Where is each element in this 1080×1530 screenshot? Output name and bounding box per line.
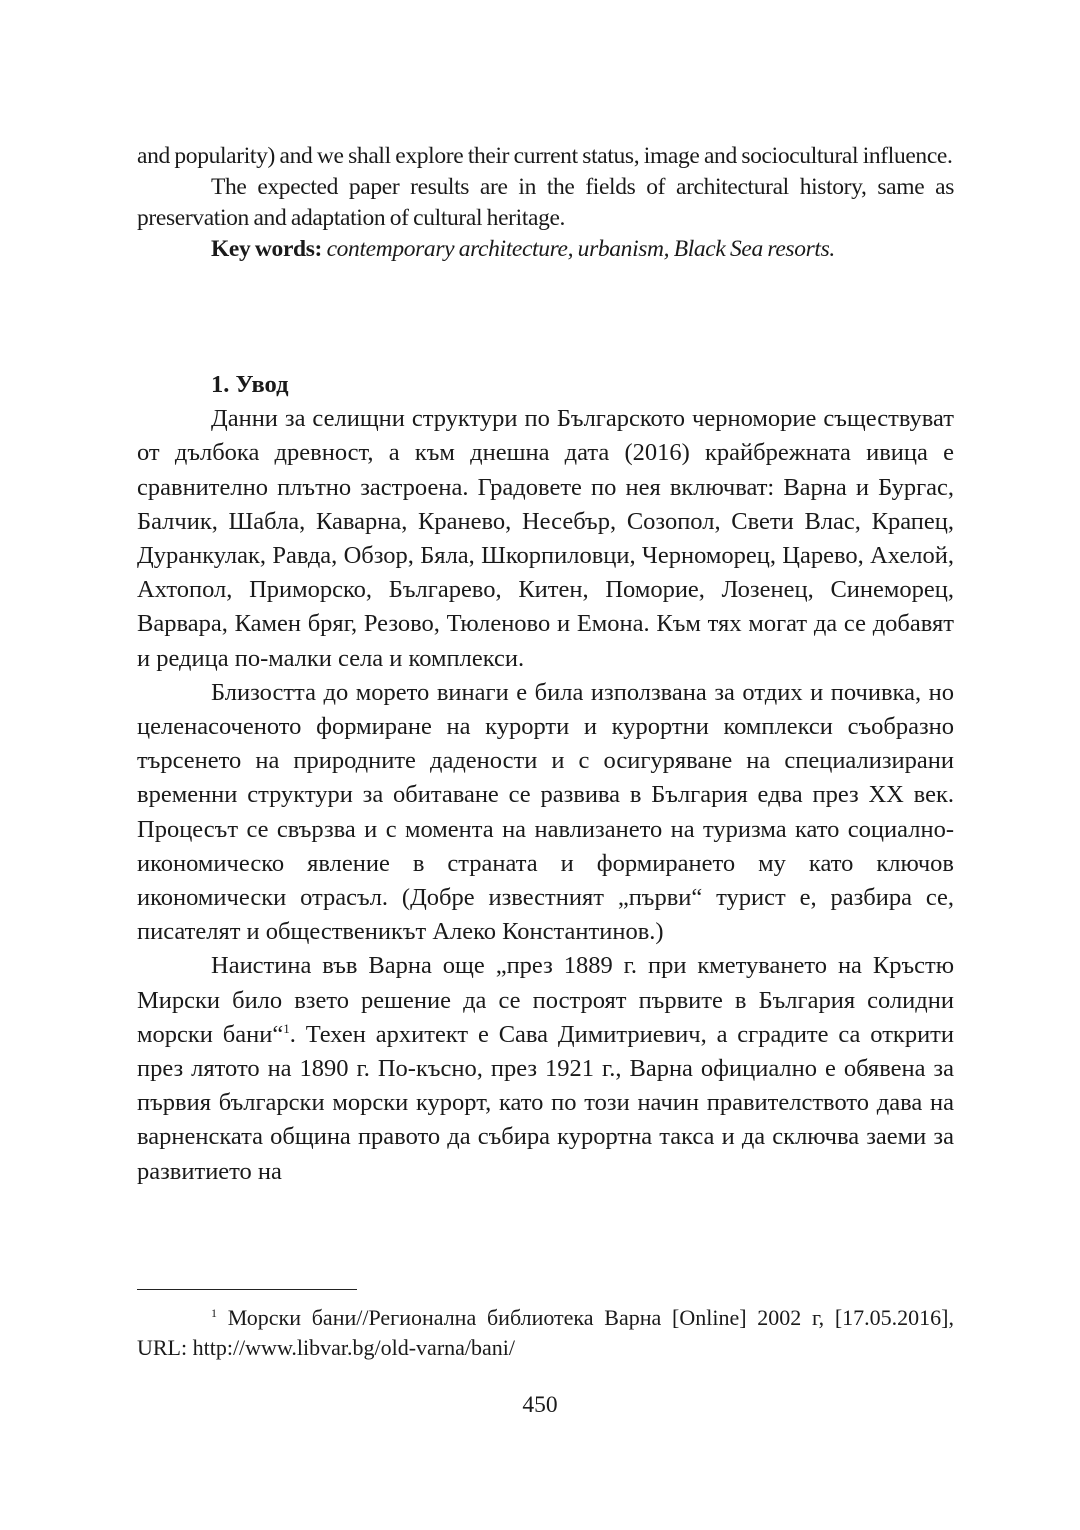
- keywords-label: Key words:: [211, 236, 323, 262]
- abstract-results-paragraph: The expected paper results are in the fields of architectural history, same as preservation and adaptation of cultural heritage.: [137, 174, 954, 231]
- footnote-text: Морски бани//Регионална библиотека Варна [Online] 2002 г, [17.05.2016], URL: http://www.libvar.bg/old-varna/bani/: [137, 1305, 954, 1360]
- keywords-line: [137, 234, 954, 265]
- section-heading: 1. Увод: [211, 371, 289, 398]
- paragraph-continuation: . Техен архитект е Сава Димитриевич, а сградите са открити през лятото на 1890 г. По-късно, през 1921 г., Варна официално е обявена за първия български морски курорт, като по този начин правителството дава на варненската община правото да събира курортна такса и да сключва заеми за развитието на: [137, 1020, 954, 1185]
- main-body: [137, 368, 954, 1189]
- footnote: [137, 1303, 954, 1363]
- body-paragraph-3: [137, 949, 954, 1188]
- footnote-reference[interactable]: 1: [283, 1020, 290, 1036]
- body-paragraph-1: Данни за селищни структури по Българското черноморие съществуват от дълбока древност, а към днешна дата (2016) крайбрежната ивица е сравнително плътно застроена. Градовете по нея включват: Варна и Бургас, Балчик, Шабла, Каварна, Кранево, Несебър, Созопол, Свети Влас, Крапец, Дуранкулак, Равда, Обзор, Бяла, Шкорпиловци, Черноморец, Царево, Ахелой, Ахтопол, Приморско, Българево, Китен, Поморие, Лозенец, Синеморец, Варвара, Камен бряг, Резово, Тюленово и Емона. Към тях могат да се добавят и редица по-малки села и комплекси.: [137, 405, 954, 672]
- abstract-paragraph: and popularity) and we shall explore their current status, image and sociocultural influence.: [137, 143, 953, 169]
- footnote-separator: [137, 1289, 357, 1290]
- quote-text: Наистина във Варна още „през 1889 г. при кметуването на Кръстю Мирски било взето решение да се построят първите в България солидни морски бани“: [137, 952, 954, 1048]
- abstract-continuation: [137, 141, 954, 265]
- body-paragraph-2: Близостта до морето винаги е била използвана за отдих и почивка, но целенасоченото формиране на курорти и курортни комплекси съобразно търсенето на природните дадености и с осигуряване на специализирани временни структури за обитаване се развива в България едва през XX век. Процесът се свързва и с момента на навлизането на туризма като социално-икономическо явление в страната и формирането му като ключов икономически отрасъл. (Добре известният „първи“ турист е, разбира се, писателят и общественикът Алеко Константинов.): [137, 678, 954, 946]
- keywords-text: contemporary architecture, urbanism, Black Sea resorts.: [326, 236, 835, 262]
- page-number: 450: [522, 1392, 558, 1418]
- footnote-entry: [137, 1303, 954, 1363]
- footnote-marker: 1: [211, 1306, 217, 1320]
